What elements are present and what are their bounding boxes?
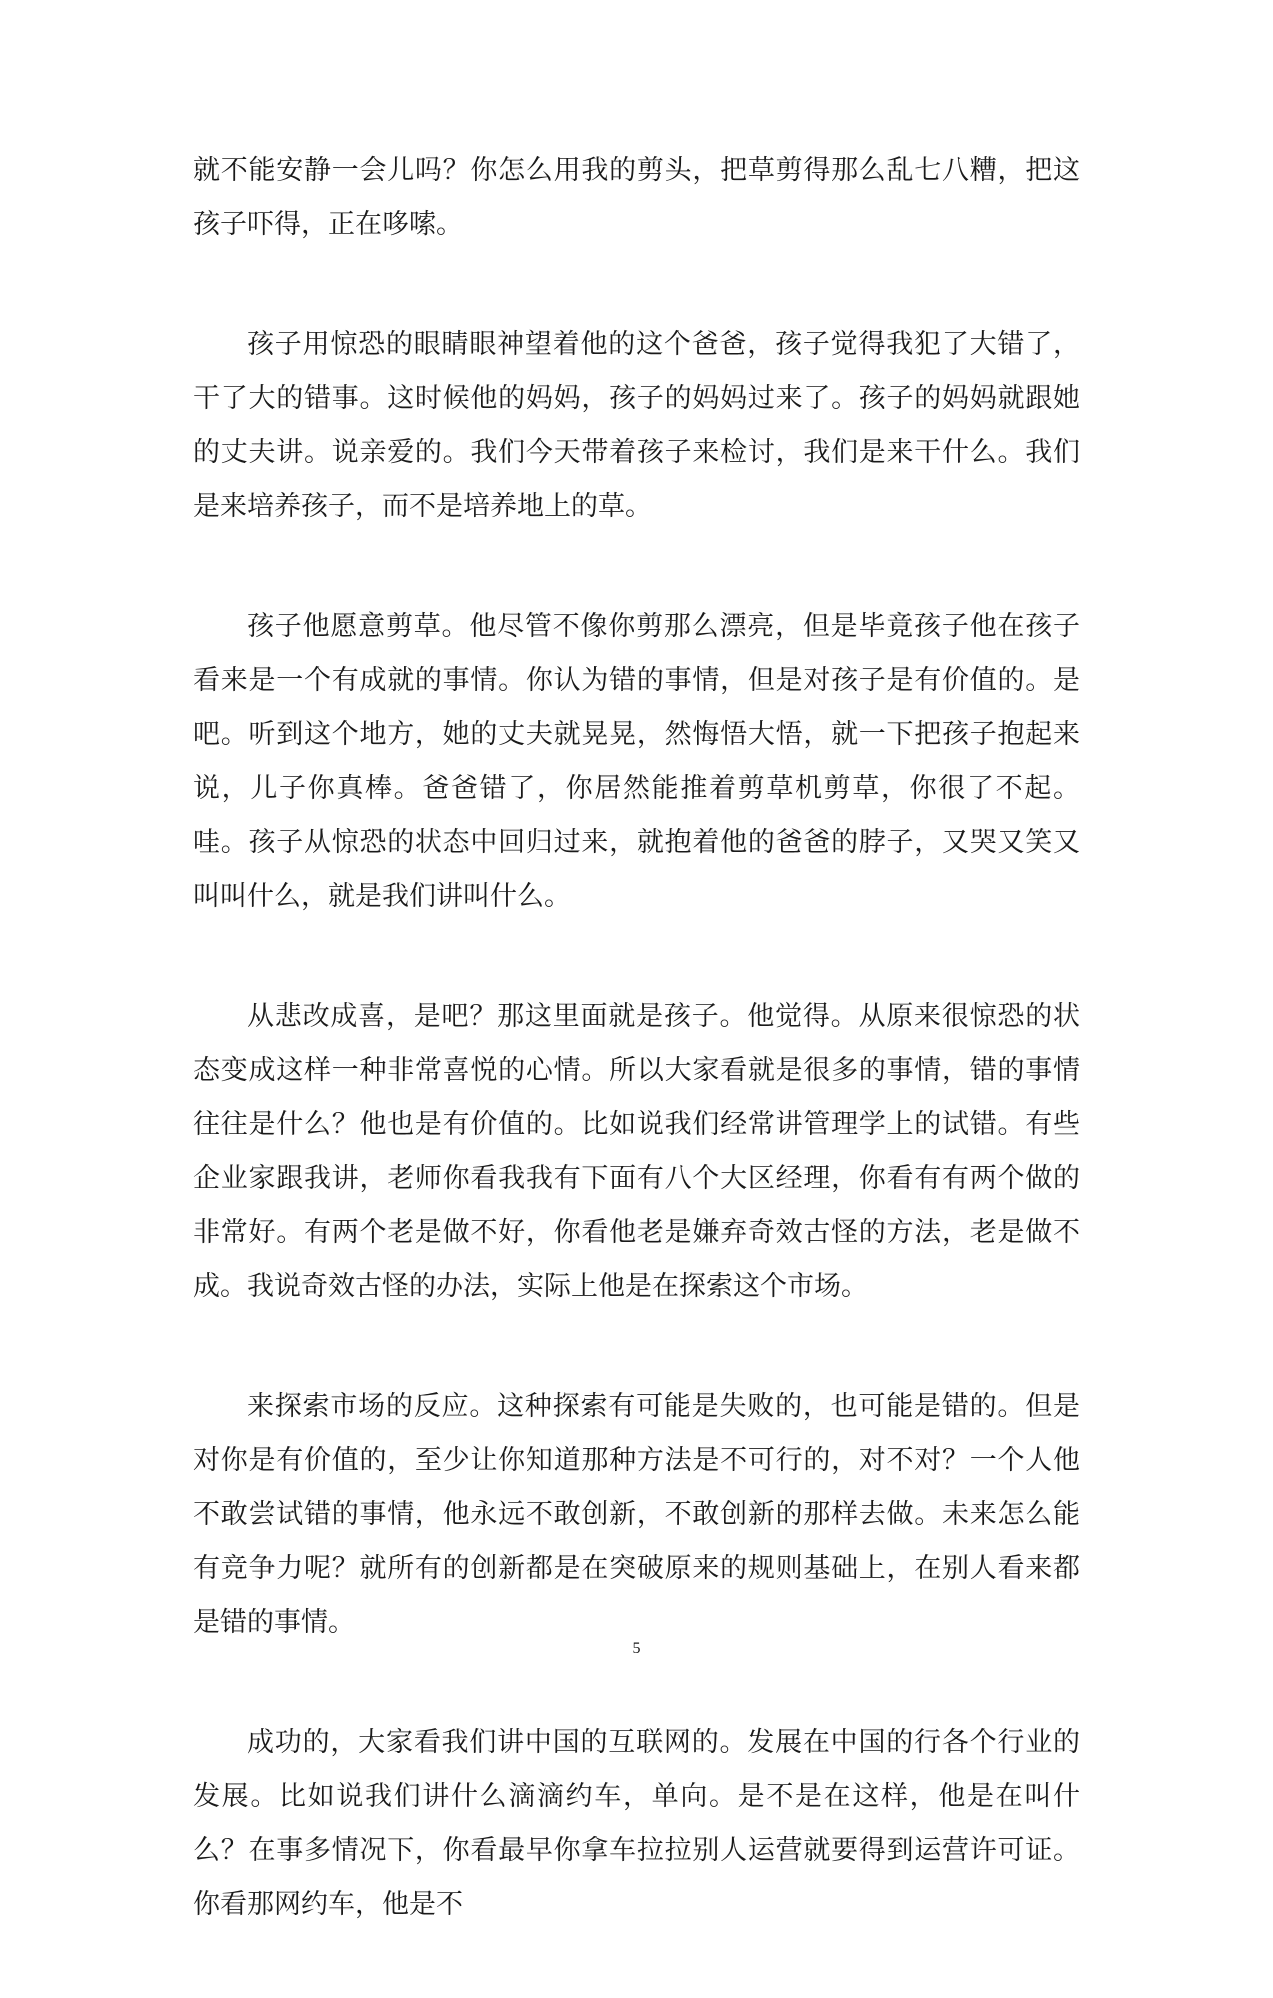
document-body: [193, 144, 1080, 1998]
paragraph-6: 成功的，大家看我们讲中国的互联网的。发展在中国的行各个行业的发展。比如说我们讲什么滴滴约车，单向。是不是在这样，他是在叫什么？在事多情况下，你看最早你拿车拉拉别人运营就要得到运营许可证。你看那网约车，他是不: [193, 1727, 1080, 1920]
paragraph-2: 孩子用惊恐的眼睛眼神望着他的这个爸爸，孩子觉得我犯了大错了，干了大的错事。这时候他的妈妈，孩子的妈妈过来了。孩子的妈妈就跟她的丈夫讲。说亲爱的。我们今天带着孩子来检讨，我们是来干什么。我们是来培养孩子，而不是培养地上的草。: [193, 329, 1080, 522]
paragraph-4: 从悲改成喜，是吧？那这里面就是孩子。他觉得。从原来很惊恐的状态变成这样一种非常喜悦的心情。所以大家看就是很多的事情，错的事情往往是什么？他也是有价值的。比如说我们经常讲管理学上的试错。有些企业家跟我讲，老师你看我我有下面有八个大区经理，你看有有两个做的非常好。有两个老是做不好，你看他老是嫌弃奇效古怪的方法，老是做不成。我说奇效古怪的办法，实际上他是在探索这个市场。: [193, 1001, 1080, 1302]
paragraph-5: 来探索市场的反应。这种探索有可能是失败的，也可能是错的。但是对你是有价值的，至少让你知道那种方法是不可行的，对不对？一个人他不敢尝试错的事情，他永远不敢创新，不敢创新的那样去做。未来怎么能有竞争力呢？就所有的创新都是在突破原来的规则基础上，在别人看来都是错的事情。: [193, 1391, 1080, 1638]
page-number: 5: [632, 1640, 641, 1657]
paragraph-3: 孩子他愿意剪草。他尽管不像你剪那么漂亮，但是毕竟孩子他在孩子看来是一个有成就的事情。你认为错的事情，但是对孩子是有价值的。是吧。听到这个地方，她的丈夫就晃晃，然悔悟大悟，就一下把孩子抱起来说，儿子你真棒。爸爸错了，你居然能推着剪草机剪草，你很了不起。哇。孩子从惊恐的状态中回归过来，就抱着他的爸爸的脖子，又哭又笑又叫叫什么，就是我们讲叫什么。: [193, 611, 1080, 912]
paragraph-1: 就不能安静一会儿吗？你怎么用我的剪头，把草剪得那么乱七八糟，把这孩子吓得，正在哆嗦。: [193, 155, 1080, 240]
